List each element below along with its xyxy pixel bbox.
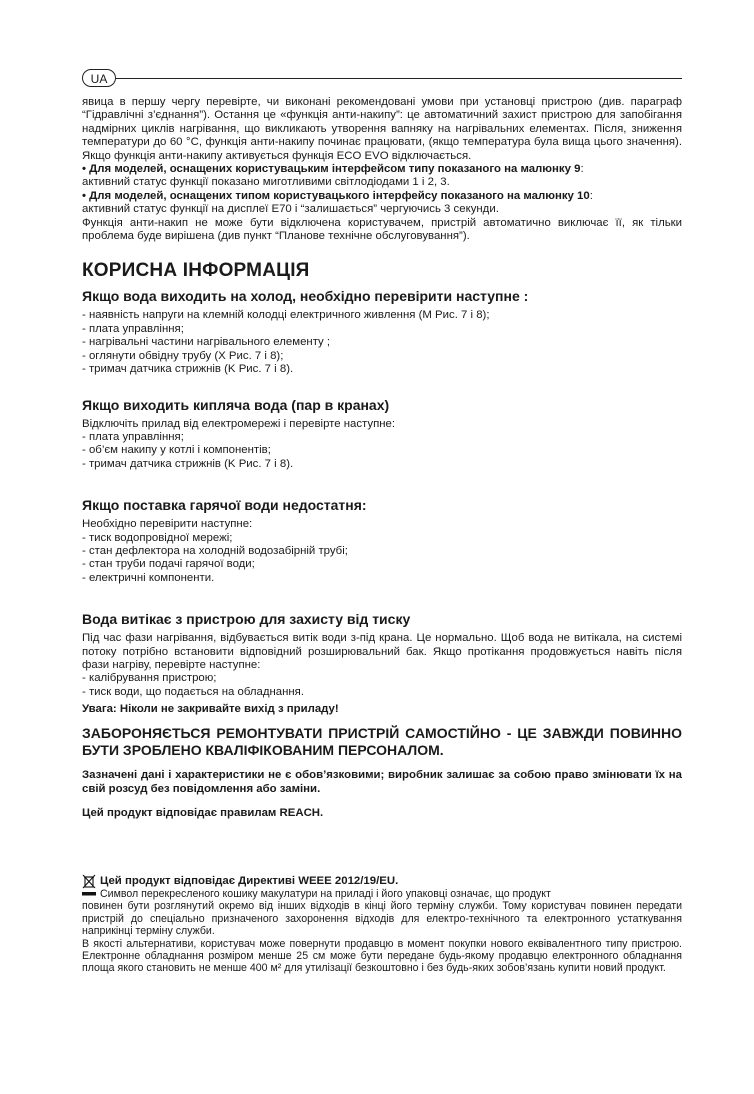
page-content	[82, 96, 682, 819]
list-item: - калібрування пристрою;	[82, 672, 217, 685]
specs-disclaimer: Зазначені дані і характеристики не є обов’язковими; виробник залишає за собою право змінювати їх на свій розсуд без повідомлення або заміни.	[82, 769, 682, 796]
boiling-water-section	[82, 397, 682, 472]
list-item: - плата управління;	[82, 322, 184, 335]
language-badge: UA	[82, 69, 116, 87]
model-fig9-title: • Для моделей, оснащених користувацьким інтерфейсом типу показаного на малюнку 9	[82, 163, 581, 176]
weee-section	[82, 874, 682, 975]
weee-alternative-paragraph: В якості альтернативи, користувач може повернути продавцю в момент покупки нового еквівалентного типу пристрою. Електронне обладнання розміром менше 25 см може бути передане будь-якому продавцю електронного обладнання площа якого становить не менше 400 м² для утилізації безкоштовно і без будь-яких зобов’язань купити новий продукт.	[82, 937, 682, 975]
list-item: - стан дефлектора на холодній водозабірній трубі;	[82, 544, 348, 557]
model-fig9-note: • Для моделей, оснащених користувацьким інтерфейсом типу показаного на малюнку 9: активний статус функції показано миготливими світлодіодами 1 і 2, 3.	[82, 163, 584, 189]
leak-section	[82, 611, 682, 715]
leak-text: Під час фази нагрівання, відбувається витік води з-під крана. Це нормально. Щоб вода не витікала, на системі потоку потрібно встановити відповідний розширювальний бак. Якщо протікання продовжується навіть після фази нагріву, перевірте наступне:	[82, 632, 682, 671]
weee-paragraph-line1: Символ перекресленого кошику макулатури на приладі і його упаковці означає, що продукт	[100, 888, 551, 900]
insufficient-water-heading: Якщо поставка гарячої води недостатня:	[82, 497, 367, 514]
anti-scale-paragraph: Функція анти-накип не може бути відключена користувачем, пристрій автоматично виключає її, як тільки проблема буде вирішена (див пункт “Планове технічне обслуговування”).	[82, 216, 682, 243]
model-fig10-text: активний статус функції на дисплеї E70 і “залишається” чергуючись 3 секунди.	[82, 203, 499, 216]
cold-water-list	[82, 309, 682, 376]
boiling-water-heading: Якщо виходить кипляча вода (пар в кранах)	[82, 396, 390, 413]
list-item: - електричні компоненти.	[82, 571, 215, 584]
list-item: - наявність напруги на клемній колодці електричного живлення (M Рис. 7 і 8);	[82, 309, 490, 322]
model-fig9-text: активний статус функції показано миготливими світлодіодами 1 і 2, 3.	[82, 176, 450, 189]
boiling-water-intro: Відключіть прилад від електромережі і перевірте наступне:	[82, 417, 396, 430]
insufficient-water-section	[82, 497, 682, 585]
header-rule	[116, 78, 682, 79]
weee-paragraph-rest: повинен бути розглянутий окремо від інших відходів в кінці його терміну служби. Тому користувач повинен передати пристрій до спеціально призначеного захоронення відходів для електро-технічного та електронного устаткування наприкінці терміну служби.	[82, 900, 682, 938]
list-item: - оглянути обвідну трубу (X Рис. 7 і 8);	[82, 349, 284, 362]
intro-paragraph: явица в першу чергу перевірте, чи виконані рекомендовані умови при установці пристрою (див. параграф “Гідравлічні з’єднання”). Остання це «функція анти-накипу”: це автоматичний захист пристрою для запобігання надмірних циклів нагрівання, що викликають утворення вапняку на нагрівальних елементах. Після, зниження температури до 60 °C, функція анти-накипу починає працювати, (якщо температура була вища цього значення). Якщо функція анти-накипу активується функція ECO EVO відключається.	[82, 96, 682, 162]
list-item: - тримач датчика стрижнів (K Рис. 7 і 8).	[82, 363, 294, 376]
list-item: - нагрівальні частини нагрівального елементу ;	[82, 336, 331, 349]
useful-info-title: КОРИСНА ІНФОРМАЦІЯ	[82, 260, 310, 282]
cold-water-section	[82, 288, 682, 376]
leak-warning: Увага: Ніколи не закривайте вихід з приладу!	[82, 703, 339, 716]
leak-list	[82, 672, 682, 699]
model-fig10-title: • Для моделей, оснащених типом користувацького інтерфейсу показаного на малюнку 10	[82, 189, 590, 202]
reach-compliance: Цей продукт відповідає правилам REACH.	[82, 807, 324, 820]
insufficient-water-intro: Необхідно перевірити наступне:	[82, 518, 253, 531]
cold-water-heading: Якщо вода виходить на холод, необхідно перевірити наступне :	[82, 288, 529, 305]
leak-heading: Вода витікає з пристрою для захисту від тиску	[82, 611, 411, 628]
list-item: - тиск водопровідної мережі;	[82, 531, 233, 544]
repair-forbidden-notice: ЗАБОРОНЯЄТЬСЯ РЕМОНТУВАТИ ПРИСТРІЙ САМОСТІЙНО - ЦЕ ЗАВЖДИ ПОВИННО БУТИ ЗРОБЛЕНО КВАЛІФІКОВАНИМ ПЕРСОНАЛОМ.	[82, 725, 682, 759]
list-item: - об’єм накипу у котлі і компонентів;	[82, 444, 271, 457]
list-item: - стан труби подачі гарячої води;	[82, 558, 255, 571]
page-header	[82, 69, 682, 89]
crossed-bin-icon	[82, 874, 96, 898]
insufficient-water-list	[82, 532, 682, 586]
list-item: - тримач датчика стрижнів (K Рис. 7 і 8).	[82, 457, 294, 470]
boiling-water-list	[82, 431, 682, 471]
list-item: - плата управління;	[82, 430, 184, 443]
weee-title: Цей продукт відповідає Директиві WEEE 2012/19/EU.	[100, 875, 399, 887]
model-fig10-note: • Для моделей, оснащених типом користувацького інтерфейсу показаного на малюнку 10: активний статус функції на дисплеї E70 і “залишається” чергуючись 3 секунди.	[82, 189, 593, 216]
list-item: - тиск води, що подається на обладнання.	[82, 685, 304, 698]
